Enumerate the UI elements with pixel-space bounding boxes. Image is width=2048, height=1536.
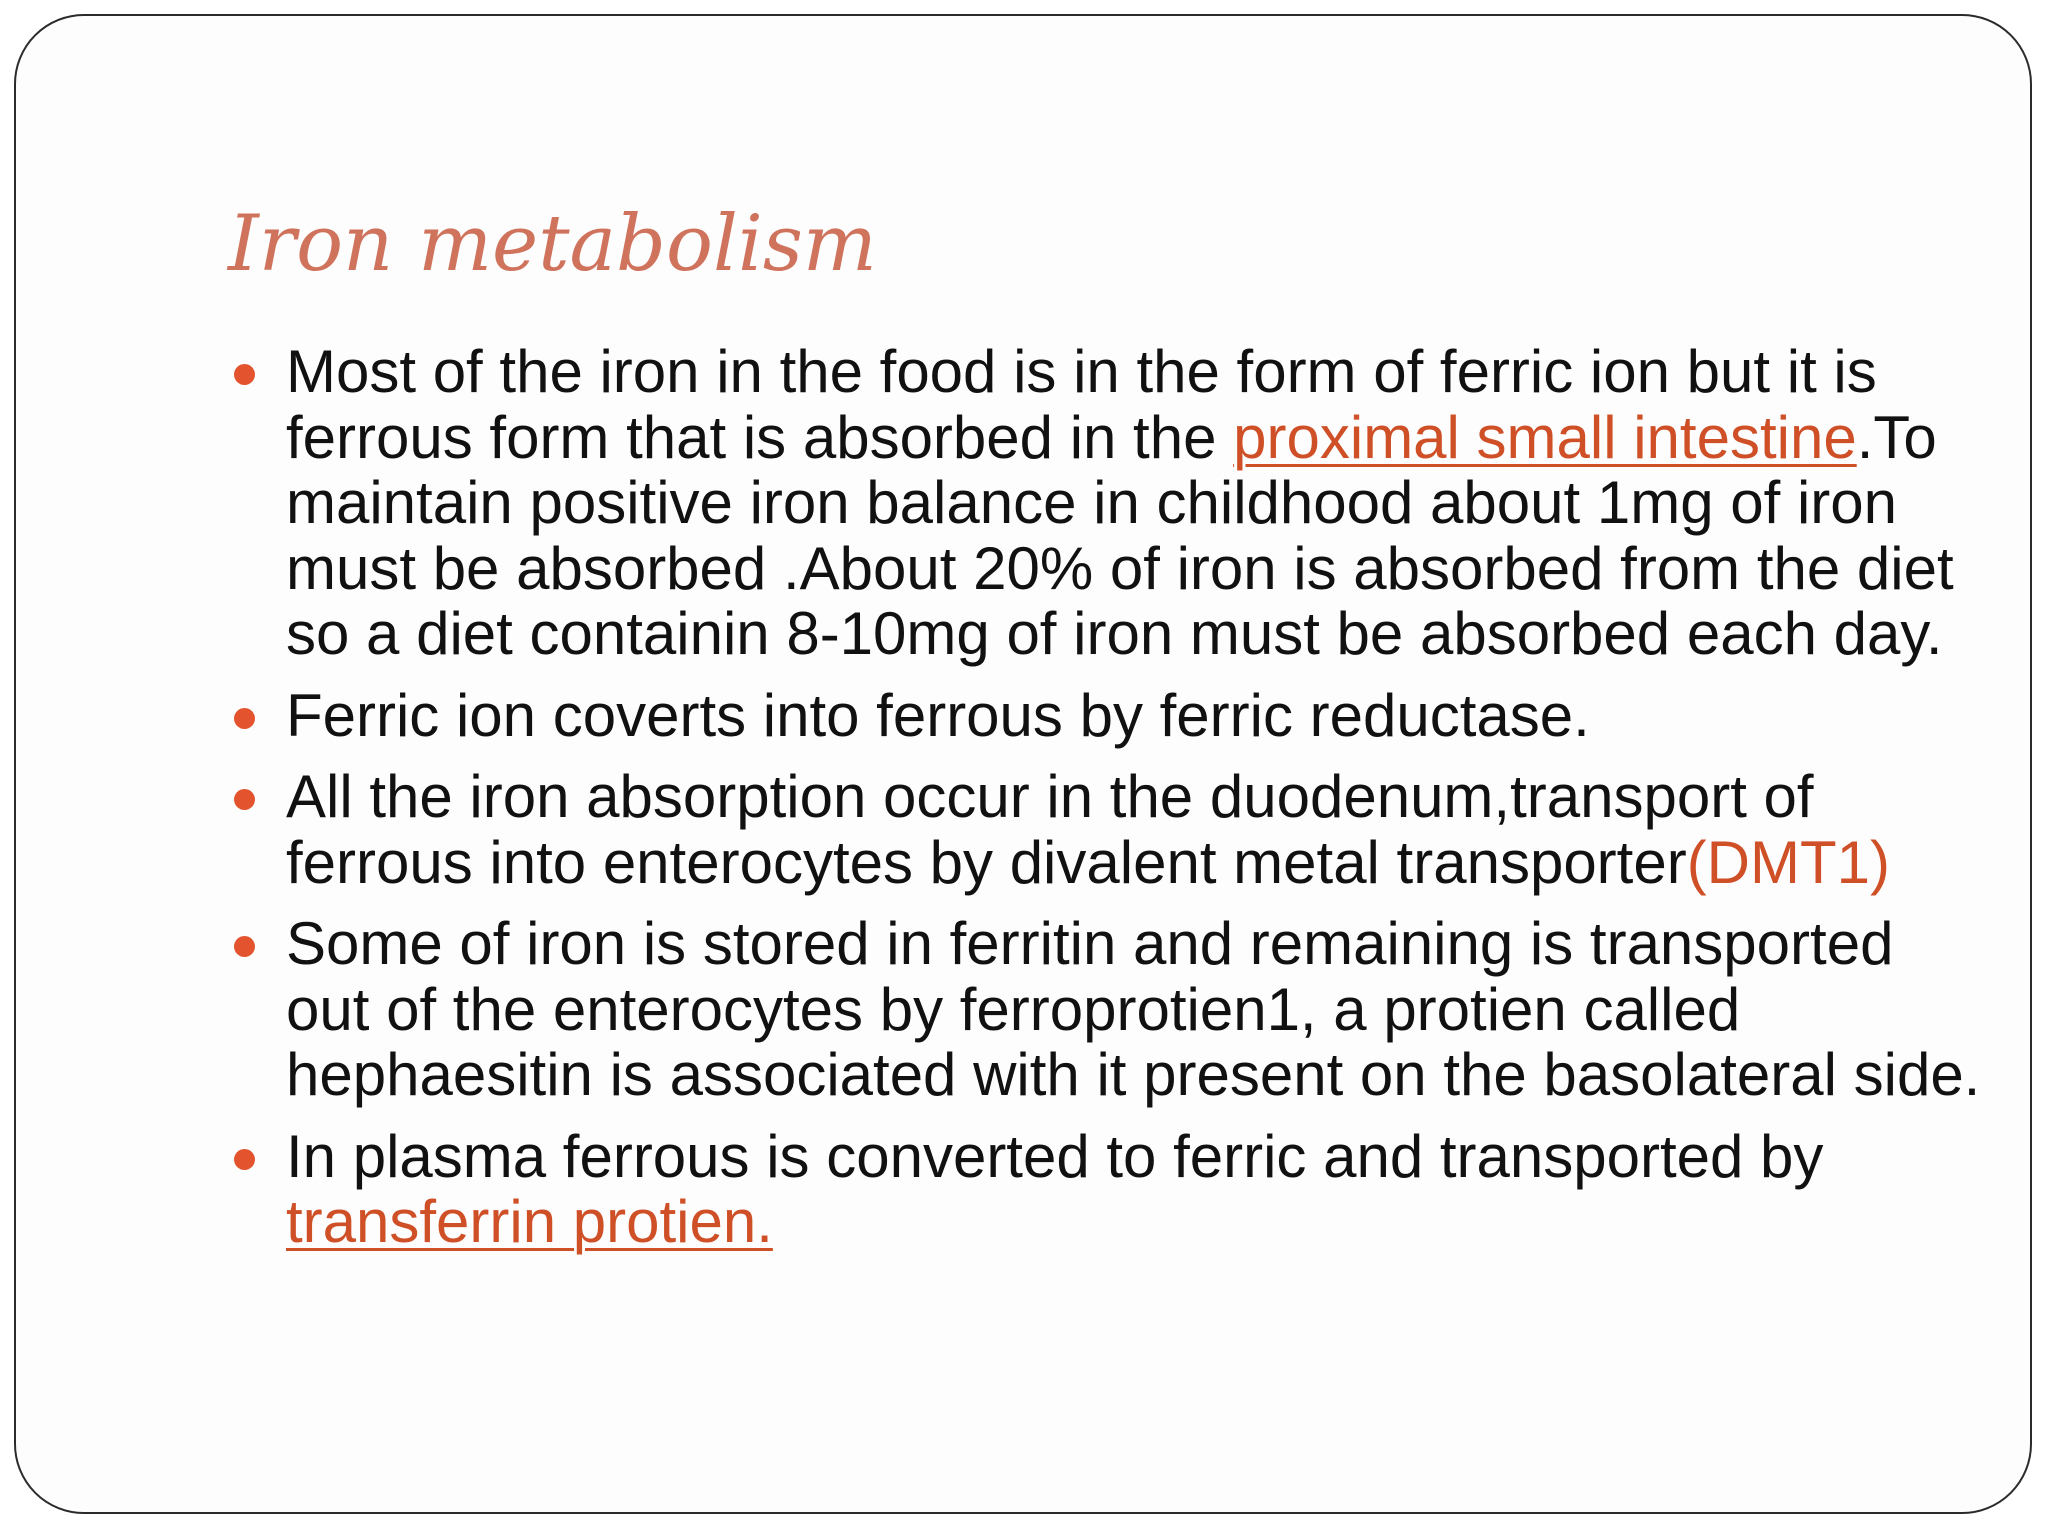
circle-bullet-icon — [234, 789, 255, 810]
proximal-small-intestine-link[interactable]: proximal small intestine — [1233, 403, 1857, 471]
bullet-item-1 — [286, 339, 1986, 667]
circle-bullet-icon — [234, 364, 255, 385]
bullet-item-2 — [286, 683, 1986, 749]
bullet-item-4 — [286, 911, 1986, 1108]
circle-bullet-icon — [234, 936, 255, 957]
transferrin-protien-link[interactable]: transferrin protien. — [286, 1188, 773, 1255]
bullet-item-5 — [286, 1124, 1986, 1255]
bullet-text: .To maintain positive iron balance in childhood about 1mg of iron must be absorbed .About 20% of iron is absorbed from the diet so a diet containin 8-10mg of iron must be absorbed each day. — [286, 403, 1954, 667]
bullet-text: All the iron absorption occur in the duodenum,transport of ferrous into enterocytes by divalent metal transporter — [286, 763, 1814, 896]
bullet-text: Most of the iron in the food is in the form of ferric ion but it is ferrous form that is absorbed in the — [286, 338, 1877, 471]
bullet-text: Ferric ion coverts into ferrous by ferric reductase. — [286, 681, 1590, 749]
slide-title: Iron metabolism — [228, 199, 877, 289]
bullet-list — [286, 339, 1986, 1271]
bullet-item-3 — [286, 764, 1986, 895]
slide — [14, 14, 2032, 1514]
bullet-text: In plasma ferrous is converted to ferric and transported by — [286, 1122, 1824, 1190]
circle-bullet-icon — [234, 708, 255, 729]
bullet-text: Some of iron is stored in ferritin and remaining is transported out of the enterocytes by ferroprotien1, a protien called hephaesitin is associated with it present on the basolateral side. — [286, 910, 1981, 1108]
dmt1-highlight: (DMT1) — [1686, 828, 1890, 896]
circle-bullet-icon — [234, 1149, 255, 1170]
